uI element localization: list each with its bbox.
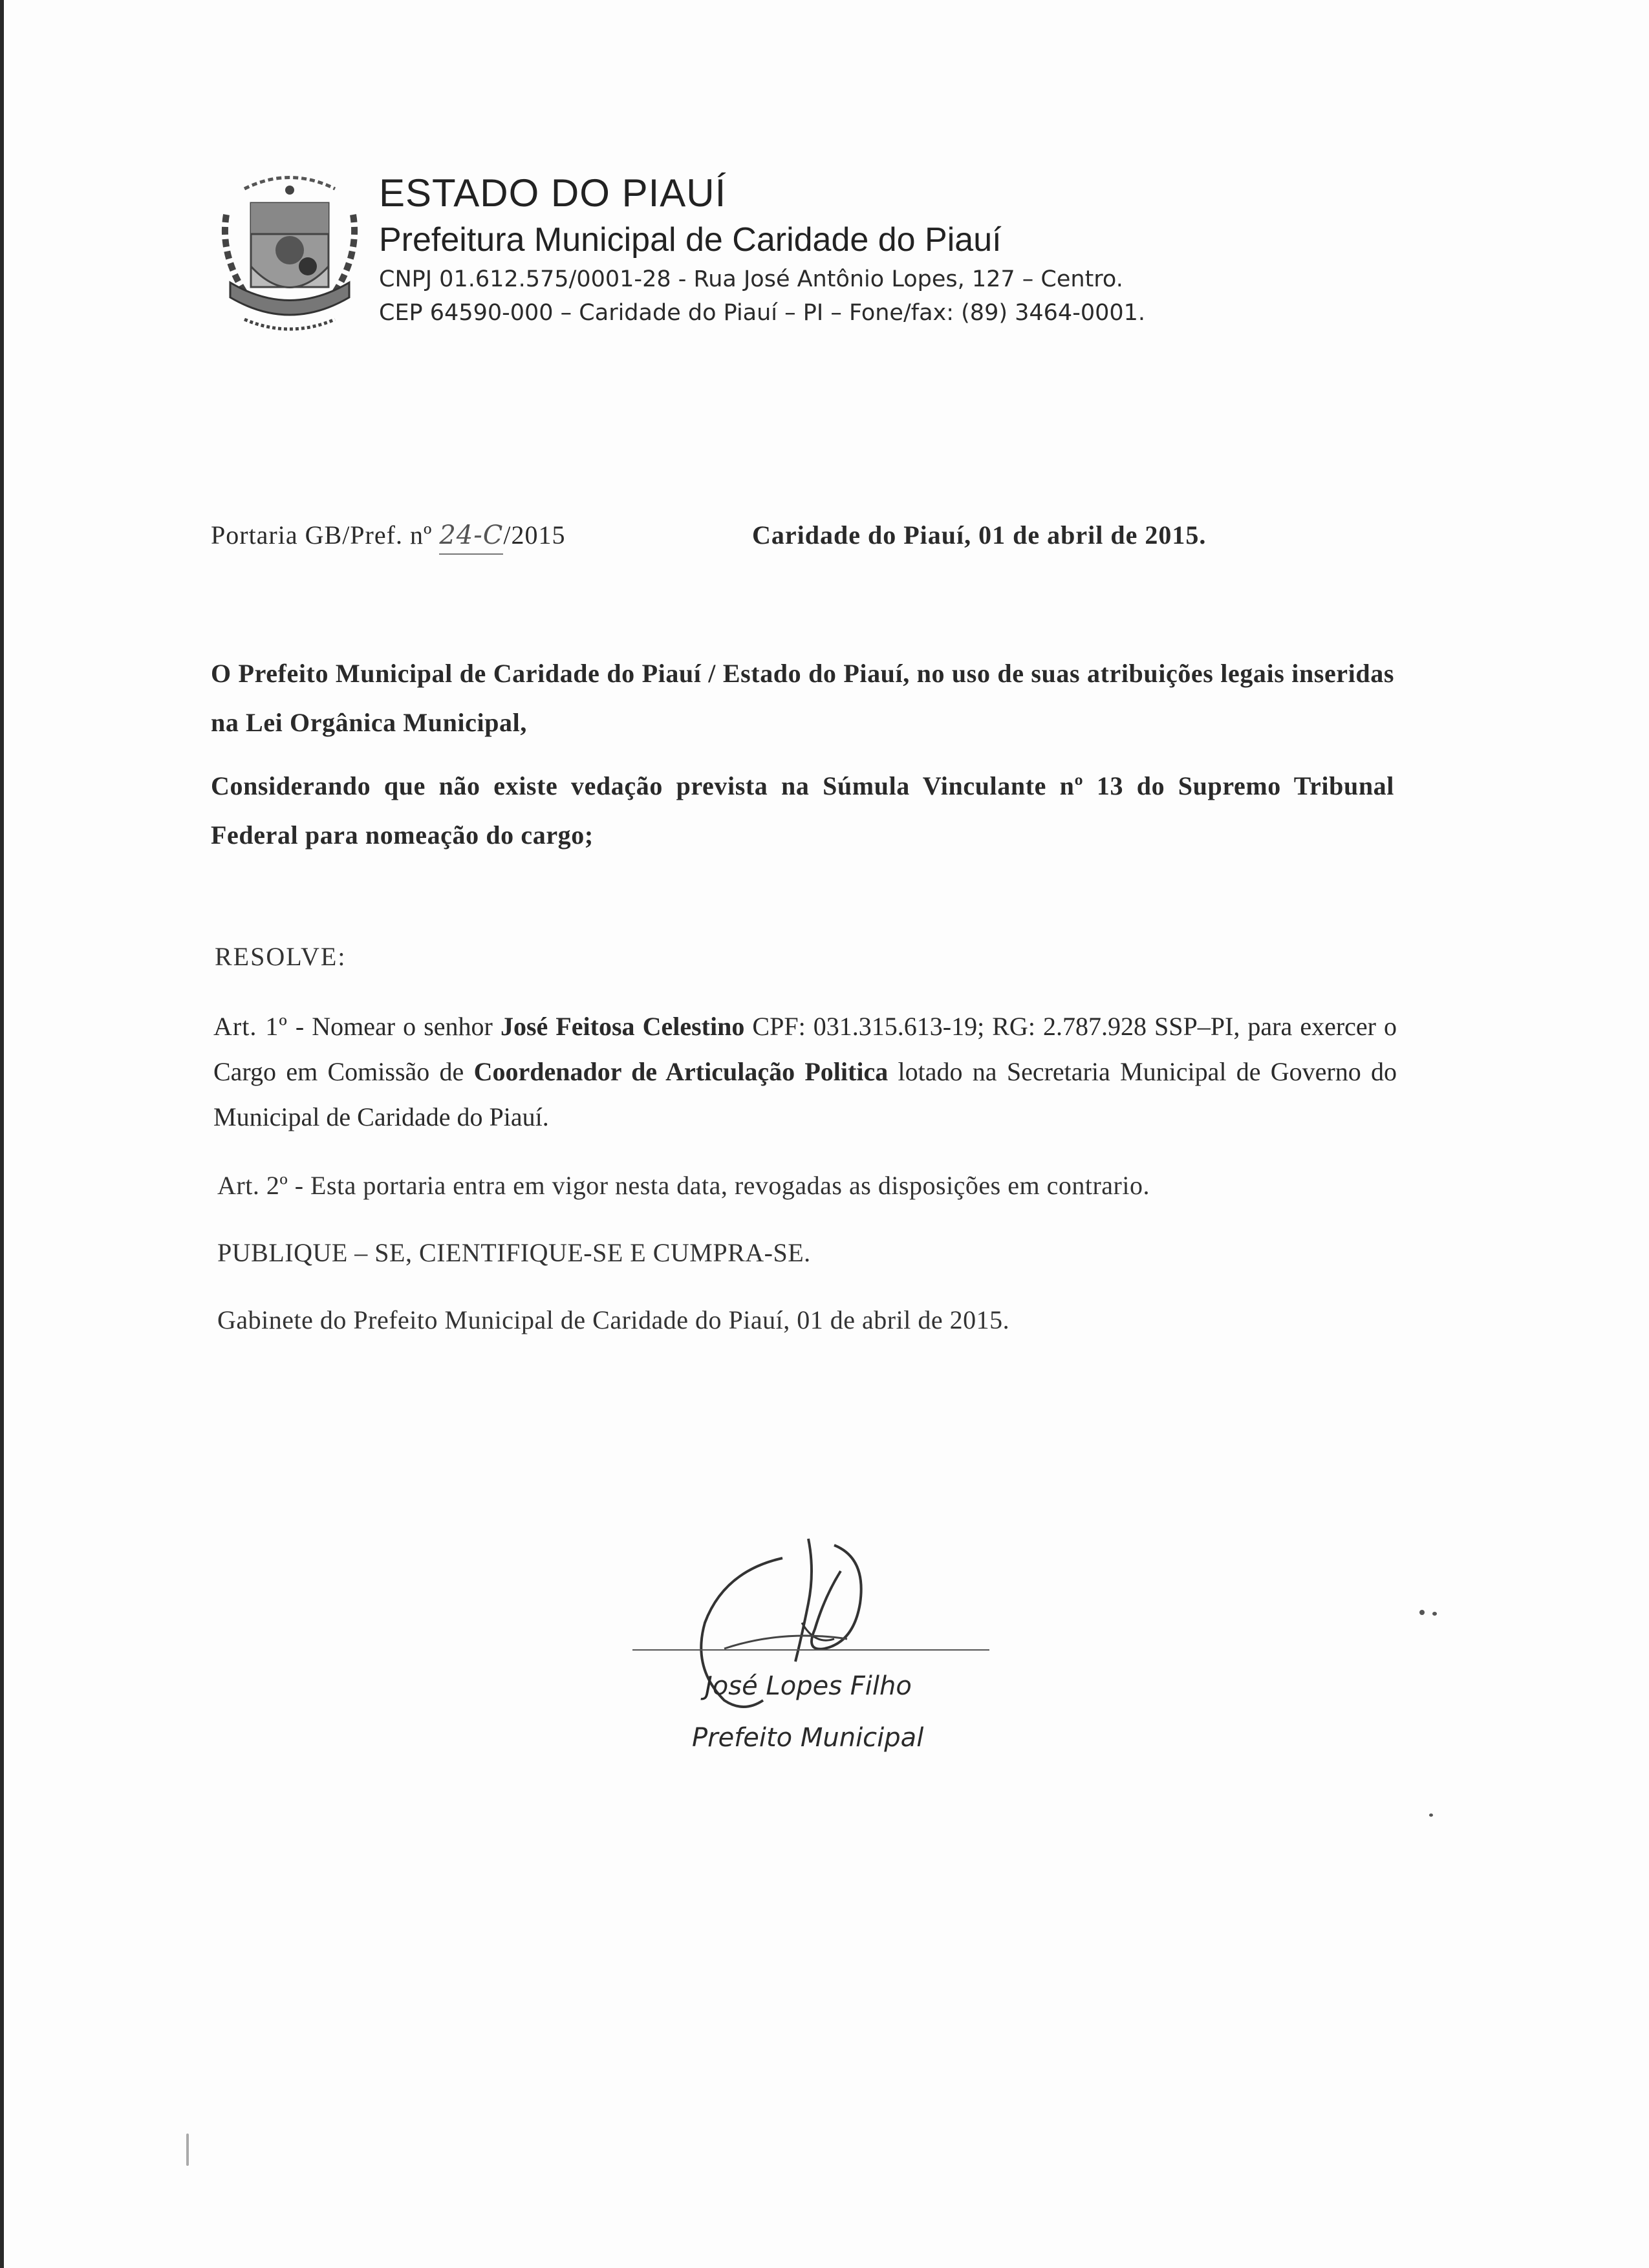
nominee-role: Coordenador de Articulação Politica	[473, 1057, 889, 1086]
article-2	[217, 1168, 1150, 1204]
cep-phone-line: CEP 64590-000 – Caridade do Piauí – PI – Fone/fax: (89) 3464-0001.	[379, 300, 1146, 326]
scan-speck	[1429, 1813, 1433, 1817]
scan-edge	[0, 0, 4, 2268]
scan-speck	[1432, 1612, 1437, 1616]
considering-paragraph: Considerando que não existe vedação prevista na Súmula Vinculante nº 13 do Supremo Tribunal Federal para nomeação do cargo;	[211, 771, 1394, 850]
signer-role: Prefeito Municipal	[692, 1723, 924, 1753]
resolve-heading: RESOLVE:	[215, 942, 347, 971]
nominee-name: José Feitosa Celestino	[500, 1012, 745, 1041]
portaria-number	[211, 517, 566, 555]
coat-of-arms-icon	[219, 169, 361, 337]
signature-line	[632, 1649, 989, 1651]
cnpj-address-line: CNPJ 01.612.575/0001-28 - Rua José Antônio Lopes, 127 – Centro.	[379, 266, 1123, 292]
article-1	[213, 1004, 1397, 1140]
intro-paragraph: O Prefeito Municipal de Caridade do Piauí / Estado do Piauí, no uso de suas atribuições legais inseridas na Lei Orgânica Municipal,	[211, 659, 1394, 737]
portaria-prefix: Portaria GB/Pref. nº	[211, 520, 433, 550]
state-title: ESTADO DO PIAUÍ	[379, 171, 727, 215]
article-1-text-c: lotado na Secretaria Municipal de Governo do Municipal de Caridade do Piauí.	[213, 1057, 1397, 1131]
letterhead	[379, 169, 1349, 330]
scan-speck	[1419, 1610, 1425, 1615]
article-2-label: Art. 2º	[217, 1171, 288, 1200]
signer-name: José Lopes Filho	[705, 1671, 912, 1701]
article-1-label: Art. 1º	[213, 1012, 288, 1041]
scan-speck	[186, 2134, 189, 2166]
publish-line: PUBLIQUE – SE, CIENTIFIQUE-SE E CUMPRA-SE.	[217, 1238, 811, 1267]
portaria-handwritten-number: 24-C	[439, 517, 503, 555]
closing-line: Gabinete do Prefeito Municipal de Caridade do Piauí, 01 de abril de 2015.	[217, 1305, 1010, 1334]
article-2-text: - Esta portaria entra em vigor nesta data, revogadas as disposições em contrario.	[294, 1171, 1150, 1200]
portaria-year: /2015	[503, 520, 566, 550]
article-1-text-b: CPF: 031.315.613-19; RG: 2.787.928 SSP–PI, para exercer o Cargo em Comissão de	[213, 1012, 1397, 1086]
prefecture-title: Prefeitura Municipal de Caridade do Piauí	[379, 221, 1002, 259]
place-date: Caridade do Piauí, 01 de abril de 2015.	[752, 520, 1207, 550]
article-1-text-a: - Nomear o senhor	[295, 1012, 493, 1041]
